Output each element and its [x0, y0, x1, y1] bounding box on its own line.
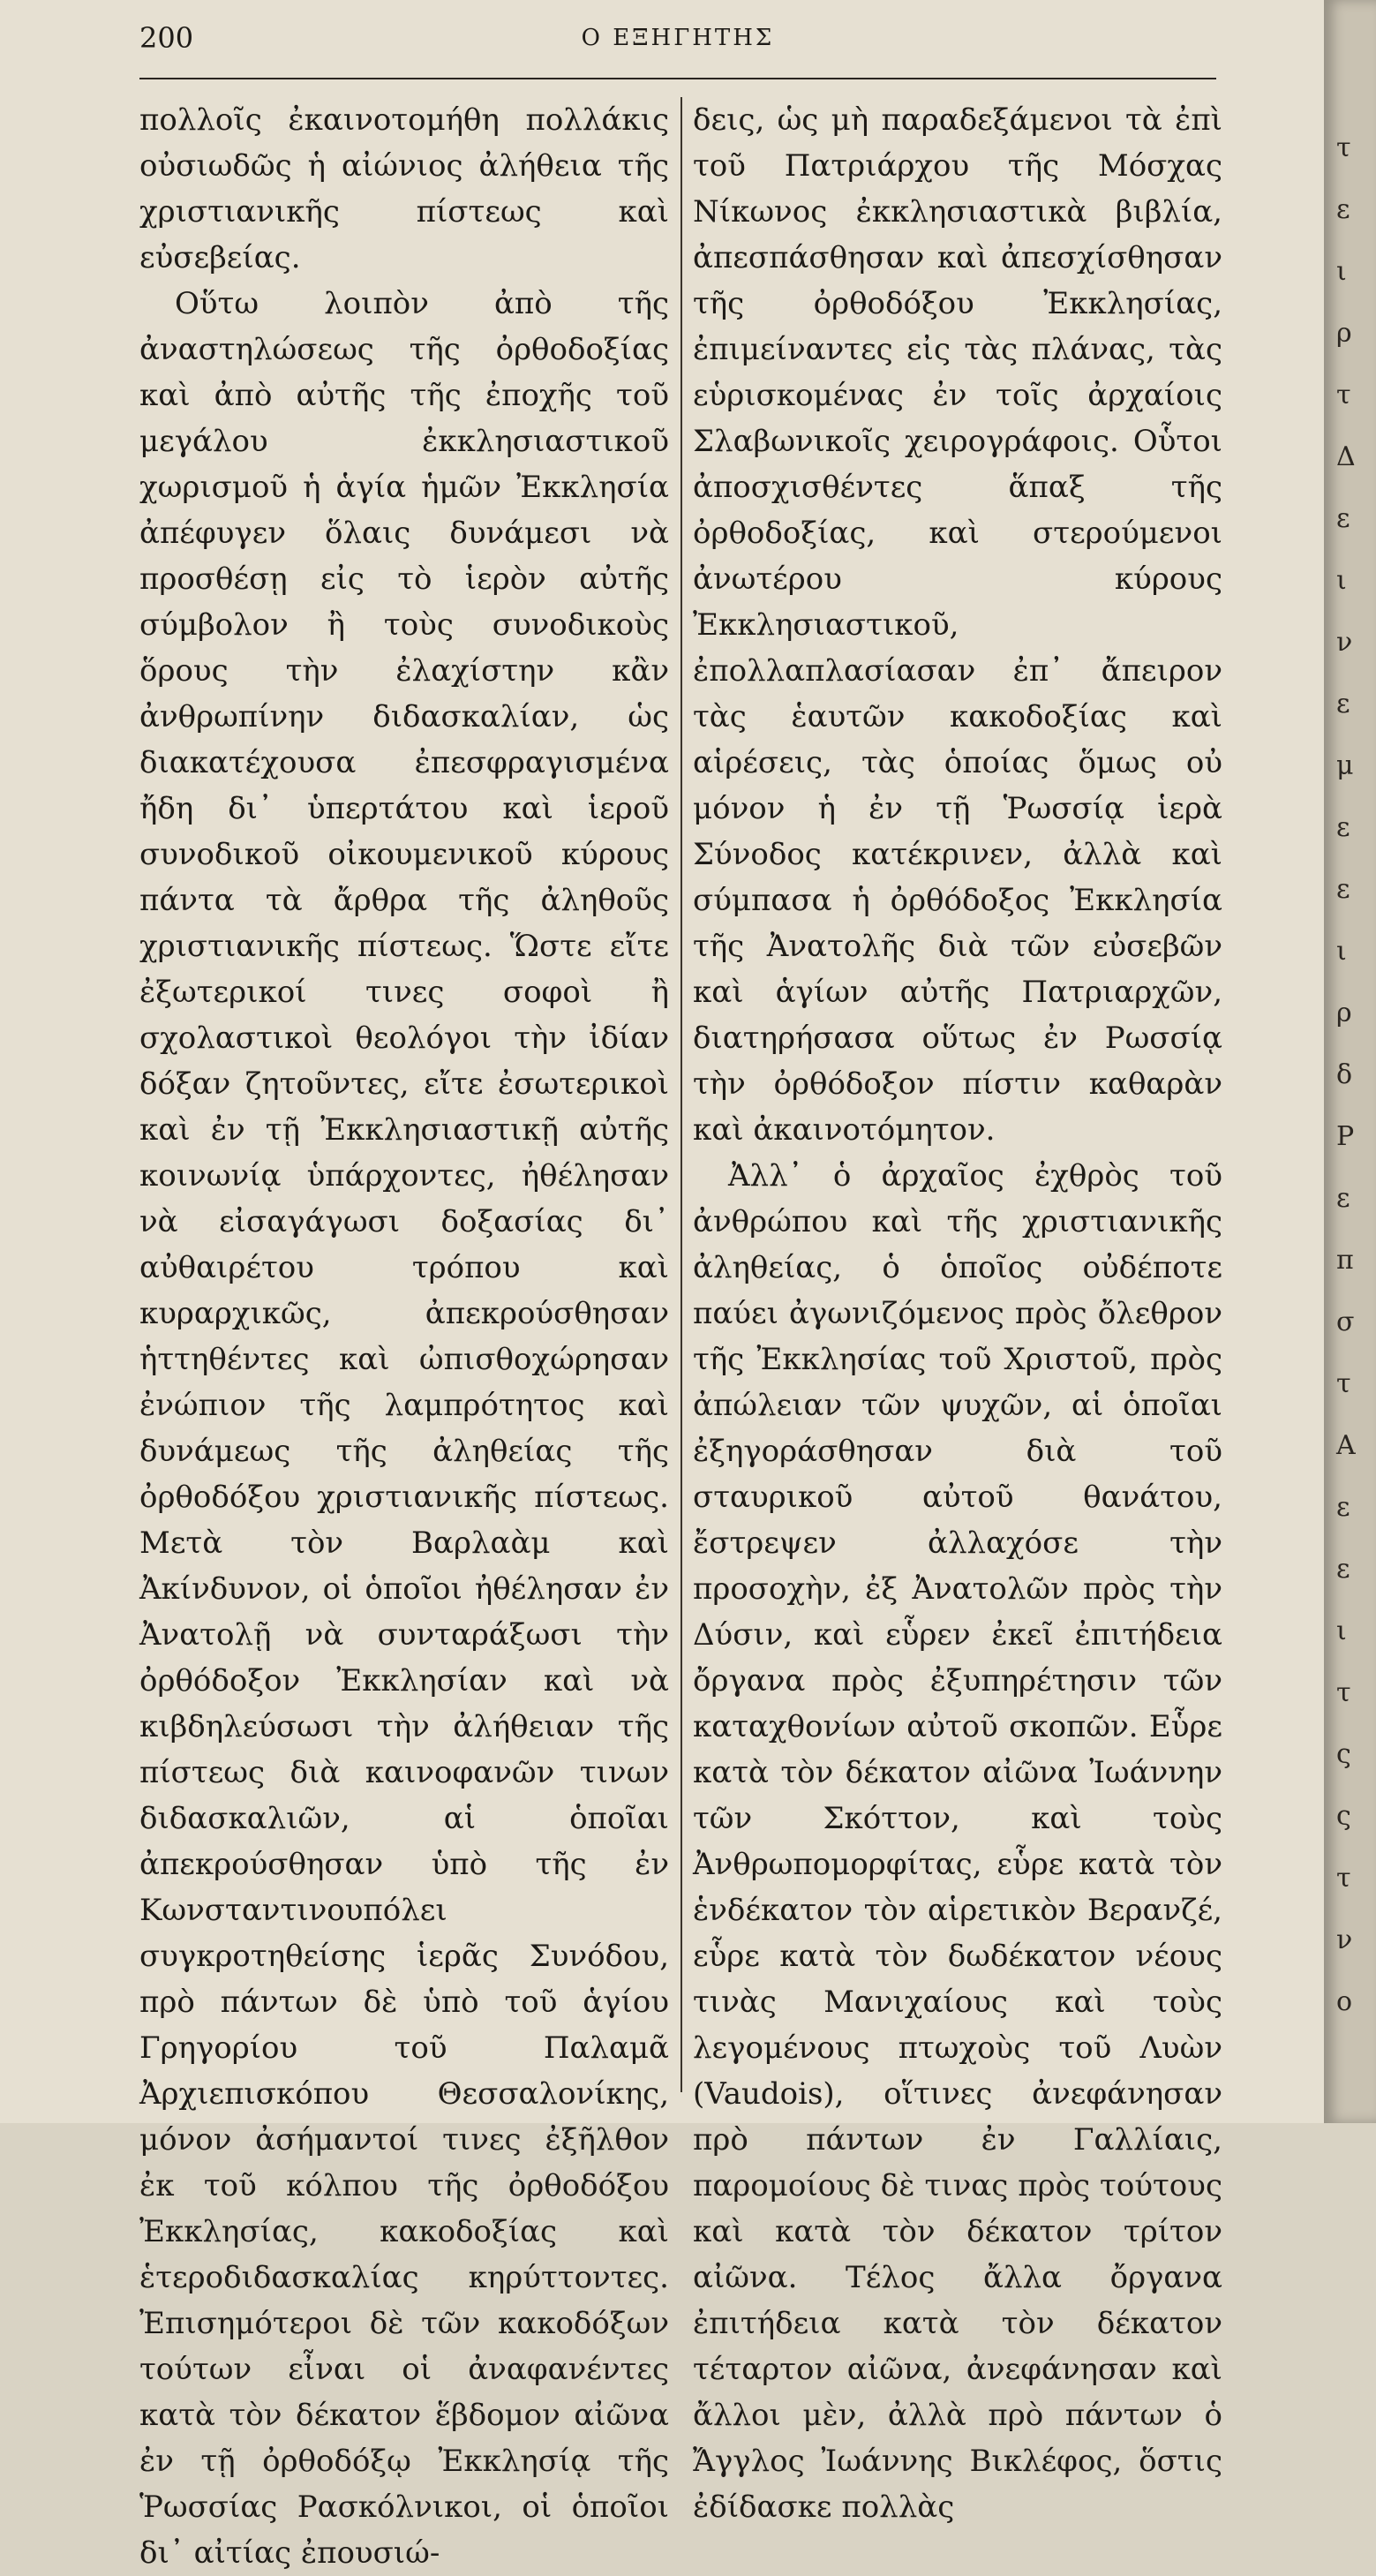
- next-page-letter: τ: [1336, 1863, 1351, 1894]
- right-paragraph-1: δεις, ὡς μὴ παραδεξάμενοι τὰ ἐπὶ τοῦ Πατριάρχου τῆς Μόσχας Νίκωνος ἐκκλησιαστικὰ βιβλία, ἀπεσπάσθησαν καὶ ἀπεσχίσθησαν τῆς ὀρθοδόξου Ἐκκλησίας, ἐπιμείναντες εἰς τὰς πλάνας, τὰς εὑρισκομένας ἐν τοῖς ἀρχαίοις Σλαβωνικοῖς χειρογράφοις. Οὗτοι ἀποσχισθέντες ἅπαξ τῆς ὀρθοδοξίας, καὶ στερούμενοι ἀνωτέρου κύρους Ἐκκλησιαστικοῦ, ἐπολλαπλασίασαν ἐπ᾽ ἄπειρον τὰς ἑαυτῶν κακοδοξίας καὶ αἱρέσεις, τὰς ὁποίας ὅμως οὐ μόνον ἡ ἐν τῇ Ῥωσσίᾳ ἱερὰ Σύνοδος κατέκρινεν, ἀλλὰ καὶ σύμπασα ἡ ὀρθόδοξος Ἐκκλησία τῆς Ἀνατολῆς διὰ τῶν εὐσεβῶν καὶ ἁγίων αὐτῆς Πατριαρχῶν, διατηρήσασα οὕτως ἐν Ρωσσίᾳ τὴν ὀρθόδοξον πίστιν καθαρὰν καὶ ἀκαινοτόμητον.: [693, 102, 1222, 1148]
- next-page-letter: ν: [1336, 627, 1353, 658]
- next-page-letter: δ: [1336, 1059, 1353, 1090]
- next-page-letter: π: [1336, 1245, 1354, 1276]
- next-page-letter: ε: [1336, 812, 1350, 843]
- next-page-letter: ι: [1336, 936, 1347, 967]
- next-page-letter: σ: [1336, 1307, 1355, 1337]
- column-divider: [680, 97, 682, 2092]
- next-page-letter: τ: [1336, 132, 1351, 163]
- next-page-letter: ε: [1336, 194, 1350, 225]
- next-page-letter: Δ: [1336, 441, 1356, 472]
- left-column: [139, 97, 669, 2571]
- right-column: [693, 97, 1222, 2525]
- next-page-letter: ο: [1336, 1986, 1353, 2017]
- next-page-letter: ς: [1336, 1739, 1351, 1770]
- next-page-letter: ι: [1336, 1616, 1347, 1646]
- next-page-edge: [1324, 0, 1376, 2123]
- next-page-letter: ρ: [1336, 998, 1352, 1028]
- next-page-letter: ε: [1336, 1183, 1350, 1214]
- next-page-letter: P: [1336, 1121, 1355, 1152]
- next-page-letter: ε: [1336, 874, 1350, 905]
- next-page-letter: μ: [1336, 750, 1354, 781]
- next-page-letter: ε: [1336, 503, 1350, 534]
- next-page-letter: τ: [1336, 1677, 1351, 1708]
- next-page-letter: ρ: [1336, 318, 1352, 349]
- header-rule: [139, 78, 1216, 79]
- next-page-letter: τ: [1336, 1368, 1351, 1399]
- next-page-letter: ι: [1336, 256, 1347, 287]
- next-page-letter: τ: [1336, 380, 1351, 411]
- next-page-letter: A: [1336, 1430, 1356, 1461]
- next-page-letter: ε: [1336, 689, 1350, 719]
- next-page-letter: ε: [1336, 1554, 1350, 1585]
- next-page-letter: ς: [1336, 1801, 1351, 1832]
- page-number: 200: [139, 21, 194, 55]
- right-paragraph-2: Ἀλλ᾽ ὁ ἀρχαῖος ἐχθρὸς τοῦ ἀνθρώπου καὶ τῆς χριστιανικῆς ἀληθείας, ὁ ὁποῖος οὐδέποτε παύει ἀγωνιζόμενος πρὸς ὄλεθρον τῆς Ἐκκλησίας τοῦ Χριστοῦ, πρὸς ἀπώλειαν τῶν ψυχῶν, αἱ ὁποῖαι ἐξηγοράσθησαν διὰ τοῦ σταυρικοῦ αὐτοῦ θανάτου, ἔστρεψεν ἀλλαχόσε τὴν προσοχὴν, ἐξ Ἀνατολῶν πρὸς τὴν Δύσιν, καὶ εὗρεν ἐκεῖ ἐπιτήδεια ὄργανα πρὸς ἐξυπηρέτησιν τῶν καταχθονίων αὐτοῦ σκοπῶν. Εὗρε κατὰ τὸν δέκατον αἰῶνα Ἰωάννην τῶν Σκόττον, καὶ τοὺς Ἀνθρωπομορφίτας, εὗρε κατὰ τὸν ἑνδέκατον τὸν αἱρετικὸν Βερανζέ, εὗρε κατὰ τὸν δωδέκατον νέους τινὰς Μανιχαίους καὶ τοὺς λεγομένους πτωχοὺς τοῦ Λυὼν (Vaudois), οἵτινες ἀνεφάνησαν πρὸ πάντων ἐν Γαλλίαις, παρομοίους δὲ τινας πρὸς τούτους καὶ κατὰ τὸν δέκατον τρίτον αἰῶνα. Τέλος ἄλλα ὄργανα ἐπιτήδεια κατὰ τὸν δέκατον τέταρτον αἰῶνα, ἀνεφάνησαν καὶ ἄλλοι μὲν, ἀλλὰ πρὸ πάντων ὁ Ἄγγλος Ἰωάννης Βικλέφος, ὅστις ἐδίδασκε πολλὰς: [693, 1158, 1222, 2525]
- next-page-letter: ε: [1336, 1492, 1350, 1523]
- page-header: [139, 21, 1216, 65]
- left-paragraph-1: πολλοῖς ἐκαινοτομήθη πολλάκις οὐσιωδῶς ἡ αἰώνιος ἀλήθεια τῆς χριστιανικῆς πίστεως καὶ εὐσεβείας.: [139, 102, 669, 275]
- left-paragraph-2: Οὕτω λοιπὸν ἀπὸ τῆς ἀναστηλώσεως τῆς ὀρθοδοξίας καὶ ἀπὸ αὐτῆς τῆς ἐποχῆς τοῦ μεγάλου ἐκκλησιαστικοῦ χωρισμοῦ ἡ ἁγία ἡμῶν Ἐκκλησία ἀπέφυγεν ὅλαις δυνάμεσι νὰ προσθέσῃ εἰς τὸ ἱερὸν αὐτῆς σύμβολον ἢ τοὺς συνοδικοὺς ὅρους τὴν ἐλαχίστην κἂν ἀνθρωπίνην διδασκαλίαν, ὡς διακατέχουσα ἐπεσφραγισμένα ἤδη δι᾽ ὑπερτάτου καὶ ἱεροῦ συνοδικοῦ οἰκουμενικοῦ κύρους πάντα τὰ ἄρθρα τῆς ἀληθοῦς χριστιανικῆς πίστεως. Ὥστε εἴτε ἐξωτερικοί τινες σοφοὶ ἢ σχολαστικοὶ θεολόγοι τὴν ἰδίαν δόξαν ζητοῦντες, εἴτε ἐσωτερικοὶ καὶ ἐν τῇ Ἐκκλησιαστικῇ αὐτῆς κοινωνίᾳ ὑπάρχοντες, ἠθέλησαν νὰ εἰσαγάγωσι δοξασίας δι᾽ αὐθαιρέτου τρόπου καὶ κυραρχικῶς, ἀπεκρούσθησαν ἡττηθέντες καὶ ὠπισθοχώρησαν ἐνώπιον τῆς λαμπρότητος καὶ δυνάμεως τῆς ἀληθείας τῆς ὀρθοδόξου χριστιανικῆς πίστεως. Μετὰ τὸν Βαρλαὰμ καὶ Ἀκίνδυνον, οἱ ὁποῖοι ἠθέλησαν ἐν Ἀνατολῇ νὰ συνταράξωσι τὴν ὀρθόδοξον Ἐκκλησίαν καὶ νὰ κιβδηλεύσωσι τὴν ἀλήθειαν τῆς πίστεως διὰ καινοφανῶν τινων διδασκαλιῶν, αἱ ὁποῖαι ἀπεκρούσθησαν ὑπὸ τῆς ἐν Κωνσταντινουπόλει συγκροτηθείσης ἱερᾶς Συνόδου, πρὸ πάντων δὲ ὑπὸ τοῦ ἁγίου Γρηγορίου τοῦ Παλαμᾶ Ἀρχιεπισκόπου Θεσσαλονίκης, μόνον ἀσήμαντοί τινες ἐξῆλθον ἐκ τοῦ κόλπου τῆς ὀρθοδόξου Ἐκκλησίας, κακοδοξίας καὶ ἑτεροδιδασκαλίας κηρύττοντες. Ἐπισημότεροι δὲ τῶν κακοδόξων τούτων εἶναι οἱ ἀναφανέντες κατὰ τὸν δέκατον ἕβδομον αἰῶνα ἐν τῇ ὀρθοδόξῳ Ἐκκλησίᾳ τῆς Ῥωσσίας Ρασκόλνικοι, οἱ ὁποῖοι δι᾽ αἰτίας ἐπουσιώ-: [139, 286, 669, 2571]
- running-title: Ο ΕΞΗΓΗΤΗΣ: [581, 25, 775, 51]
- next-page-letter: ν: [1336, 1924, 1353, 1955]
- next-page-letter: ι: [1336, 565, 1347, 596]
